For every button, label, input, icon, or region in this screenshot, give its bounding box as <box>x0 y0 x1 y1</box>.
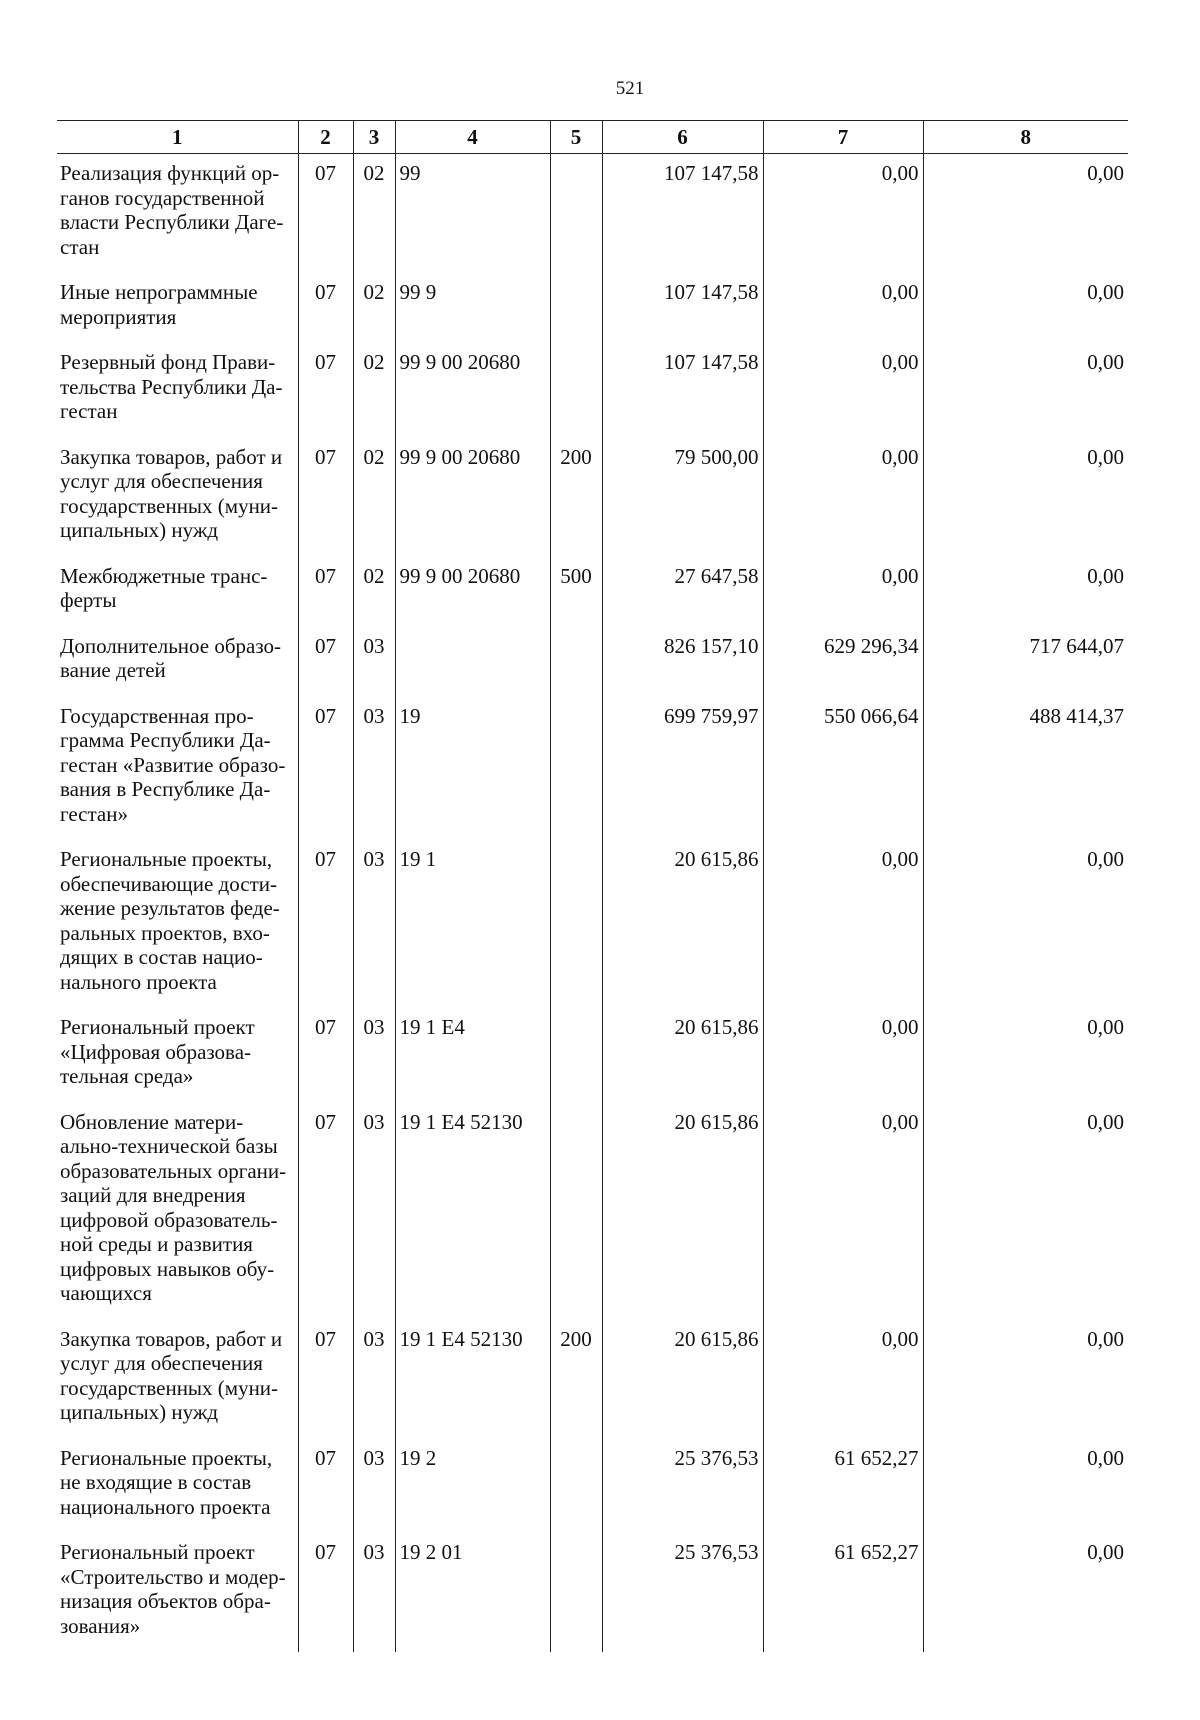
cell-description <box>57 343 298 438</box>
description-line: Обновление матери- <box>60 1109 244 1134</box>
cell-target-article: 19 2 01 <box>395 1533 550 1652</box>
cell-target-article: 19 1 E4 52130 <box>395 1103 550 1320</box>
description-line: низация объектов обра- <box>60 1589 271 1613</box>
cell-amount-year-1: 20 615,86 <box>602 840 763 1008</box>
cell-target-article: 19 1 E4 <box>395 1008 550 1103</box>
description-line: дящих в состав нацио- <box>60 945 263 969</box>
description-line: гестан <box>60 399 118 423</box>
table-row <box>57 840 1128 1008</box>
cell-amount-year-1: 699 759,97 <box>602 697 763 841</box>
cell-amount-year-3: 0,00 <box>923 343 1128 438</box>
description-line: мероприятия <box>60 304 177 329</box>
table-row <box>57 343 1128 438</box>
page-number: 521 <box>615 78 645 99</box>
cell-section: 07 <box>298 557 353 627</box>
description-line: не входящие в состав <box>60 1470 252 1494</box>
table-row <box>57 1439 1128 1534</box>
description-line: ганов государственной <box>60 185 265 210</box>
description-line: ально-технической базы <box>60 1134 278 1158</box>
cell-target-article: 19 1 <box>395 840 550 1008</box>
cell-section: 07 <box>298 1008 353 1103</box>
cell-target-article: 99 9 00 20680 <box>395 343 550 438</box>
description-line: Региональный проект <box>60 1015 255 1039</box>
cell-amount-year-1: 25 376,53 <box>602 1533 763 1652</box>
cell-description <box>57 1439 298 1534</box>
cell-target-article: 19 1 E4 52130 <box>395 1320 550 1439</box>
column-header: 3 <box>353 121 395 154</box>
description-line: Государственная про- <box>60 703 254 728</box>
description-line: тельства Республики Да- <box>60 374 283 399</box>
cell-amount-year-1: 826 157,10 <box>602 627 763 697</box>
column-header: 2 <box>298 121 353 154</box>
description-line: вание детей <box>60 658 166 682</box>
cell-amount-year-3: 488 414,37 <box>923 697 1128 841</box>
cell-amount-year-3: 0,00 <box>923 1439 1128 1534</box>
cell-expense-type <box>550 840 602 1008</box>
description-line: ной среды и развития <box>60 1232 253 1256</box>
cell-amount-year-2: 61 652,27 <box>763 1439 923 1534</box>
table-body <box>57 154 1128 1653</box>
cell-expense-type <box>550 697 602 841</box>
cell-target-article: 99 9 00 20680 <box>395 438 550 557</box>
cell-subsection: 03 <box>353 697 395 841</box>
cell-description <box>57 627 298 697</box>
budget-table <box>57 120 1128 1652</box>
description-line: нального проекта <box>60 969 217 994</box>
cell-expense-type <box>550 154 602 274</box>
table-row <box>57 557 1128 627</box>
cell-section: 07 <box>298 273 353 343</box>
description-line: стан <box>60 234 100 259</box>
cell-amount-year-1: 107 147,58 <box>602 343 763 438</box>
column-header: 7 <box>763 121 923 154</box>
cell-expense-type <box>550 627 602 697</box>
cell-amount-year-2: 0,00 <box>763 1320 923 1439</box>
cell-section: 07 <box>298 438 353 557</box>
cell-amount-year-3: 0,00 <box>923 840 1128 1008</box>
cell-amount-year-2: 550 066,64 <box>763 697 923 841</box>
description-line: Региональные проекты, <box>60 1445 273 1470</box>
description-line: Иные непрограммные <box>60 280 258 304</box>
description-line: государственных (муни- <box>60 493 279 518</box>
cell-section: 07 <box>298 1439 353 1534</box>
cell-section: 07 <box>298 697 353 841</box>
table-row <box>57 154 1128 274</box>
cell-amount-year-2: 629 296,34 <box>763 627 923 697</box>
description-line: Закупка товаров, работ и <box>60 444 283 469</box>
cell-amount-year-2: 0,00 <box>763 840 923 1008</box>
description-line: услуг для обеспечения <box>60 469 263 493</box>
column-header: 6 <box>602 121 763 154</box>
cell-target-article: 99 9 00 20680 <box>395 557 550 627</box>
description-line: образовательных органи- <box>60 1158 287 1183</box>
cell-amount-year-2: 0,00 <box>763 1008 923 1103</box>
cell-amount-year-1: 20 615,86 <box>602 1103 763 1320</box>
cell-amount-year-2: 0,00 <box>763 438 923 557</box>
cell-description <box>57 840 298 1008</box>
cell-subsection: 02 <box>353 557 395 627</box>
description-line: Региональный проект <box>60 1540 255 1564</box>
description-line: цифровой образователь- <box>60 1207 278 1232</box>
description-line: Межбюджетные транс- <box>60 563 268 588</box>
table-row <box>57 1008 1128 1103</box>
cell-amount-year-1: 79 500,00 <box>602 438 763 557</box>
cell-expense-type: 200 <box>550 438 602 557</box>
cell-expense-type <box>550 1103 602 1320</box>
cell-amount-year-2: 61 652,27 <box>763 1533 923 1652</box>
cell-section: 07 <box>298 1533 353 1652</box>
description-line: чающихся <box>60 1281 152 1305</box>
cell-amount-year-2: 0,00 <box>763 343 923 438</box>
cell-description <box>57 697 298 841</box>
cell-amount-year-3: 717 644,07 <box>923 627 1128 697</box>
column-header: 1 <box>57 121 298 154</box>
description-line: вания в Республике Да- <box>60 777 271 801</box>
description-line: грамма Республики Да- <box>60 728 271 752</box>
cell-expense-type <box>550 273 602 343</box>
cell-description <box>57 1320 298 1439</box>
cell-expense-type <box>550 343 602 438</box>
cell-subsection: 02 <box>353 343 395 438</box>
cell-subsection: 03 <box>353 1439 395 1534</box>
description-line: национального проекта <box>60 1494 271 1519</box>
cell-amount-year-1: 27 647,58 <box>602 557 763 627</box>
description-line: услуг для обеспечения <box>60 1351 263 1375</box>
description-line: ципальных) нужд <box>60 518 219 542</box>
cell-amount-year-1: 20 615,86 <box>602 1008 763 1103</box>
cell-description <box>57 1008 298 1103</box>
cell-expense-type <box>550 1008 602 1103</box>
cell-target-article: 19 2 <box>395 1439 550 1534</box>
column-header: 5 <box>550 121 602 154</box>
cell-subsection: 02 <box>353 273 395 343</box>
cell-expense-type <box>550 1533 602 1652</box>
description-line: зования» <box>60 1613 141 1638</box>
cell-description <box>57 273 298 343</box>
cell-amount-year-3: 0,00 <box>923 154 1128 274</box>
cell-amount-year-3: 0,00 <box>923 557 1128 627</box>
description-line: Закупка товаров, работ и <box>60 1326 283 1351</box>
cell-target-article: 99 <box>395 154 550 274</box>
table-header-row <box>57 121 1128 154</box>
cell-target-article: 19 <box>395 697 550 841</box>
cell-subsection: 03 <box>353 1533 395 1652</box>
cell-amount-year-2: 0,00 <box>763 273 923 343</box>
description-line: Дополнительное образо- <box>60 633 282 658</box>
description-line: власти Республики Даге- <box>60 210 284 234</box>
cell-target-article: 99 9 <box>395 273 550 343</box>
cell-amount-year-3: 0,00 <box>923 1320 1128 1439</box>
table-row <box>57 1320 1128 1439</box>
table-row <box>57 1533 1128 1652</box>
description-line: Региональные проекты, <box>60 847 273 871</box>
description-line: обеспечивающие дости- <box>60 871 277 896</box>
cell-expense-type: 200 <box>550 1320 602 1439</box>
description-line: «Строительство и модер- <box>60 1564 286 1589</box>
cell-section: 07 <box>298 1320 353 1439</box>
cell-subsection: 03 <box>353 1103 395 1320</box>
cell-description <box>57 557 298 627</box>
cell-amount-year-3: 0,00 <box>923 1533 1128 1652</box>
description-line: Резервный фонд Прави- <box>60 350 276 374</box>
description-line: гестан «Развитие образо- <box>60 752 286 777</box>
cell-expense-type <box>550 1439 602 1534</box>
cell-subsection: 02 <box>353 154 395 274</box>
cell-amount-year-2: 0,00 <box>763 1103 923 1320</box>
description-line: государственных (муни- <box>60 1375 279 1400</box>
cell-amount-year-3: 0,00 <box>923 273 1128 343</box>
description-line: ферты <box>60 588 117 612</box>
cell-description <box>57 438 298 557</box>
cell-expense-type: 500 <box>550 557 602 627</box>
table-row <box>57 273 1128 343</box>
cell-amount-year-1: 107 147,58 <box>602 154 763 274</box>
cell-subsection: 03 <box>353 627 395 697</box>
description-line: жение результатов феде- <box>60 896 280 920</box>
cell-description <box>57 1103 298 1320</box>
cell-section: 07 <box>298 1103 353 1320</box>
description-line: гестан» <box>60 801 128 826</box>
cell-amount-year-3: 0,00 <box>923 438 1128 557</box>
cell-amount-year-1: 107 147,58 <box>602 273 763 343</box>
cell-amount-year-2: 0,00 <box>763 557 923 627</box>
cell-amount-year-3: 0,00 <box>923 1008 1128 1103</box>
column-header: 8 <box>923 121 1128 154</box>
table-row <box>57 1103 1128 1320</box>
table-row <box>57 627 1128 697</box>
cell-amount-year-3: 0,00 <box>923 1103 1128 1320</box>
cell-section: 07 <box>298 840 353 1008</box>
description-line: заций для внедрения <box>60 1183 246 1207</box>
cell-section: 07 <box>298 343 353 438</box>
description-line: Реализация функций ор- <box>60 161 280 185</box>
description-line: цифровых навыков обу- <box>60 1256 275 1281</box>
table-row <box>57 697 1128 841</box>
table-row <box>57 438 1128 557</box>
description-line: «Цифровая образова- <box>60 1039 252 1064</box>
cell-subsection: 03 <box>353 1320 395 1439</box>
cell-amount-year-1: 20 615,86 <box>602 1320 763 1439</box>
cell-section: 07 <box>298 154 353 274</box>
description-line: тельная среда» <box>60 1064 194 1088</box>
cell-subsection: 03 <box>353 840 395 1008</box>
cell-description <box>57 154 298 274</box>
description-line: ральных проектов, вхо- <box>60 920 270 945</box>
cell-description <box>57 1533 298 1652</box>
cell-section: 07 <box>298 627 353 697</box>
column-header: 4 <box>395 121 550 154</box>
cell-subsection: 03 <box>353 1008 395 1103</box>
cell-subsection: 02 <box>353 438 395 557</box>
cell-target-article <box>395 627 550 697</box>
cell-amount-year-2: 0,00 <box>763 154 923 274</box>
budget-table-container <box>57 120 1128 1652</box>
description-line: ципальных) нужд <box>60 1400 219 1424</box>
cell-amount-year-1: 25 376,53 <box>602 1439 763 1534</box>
